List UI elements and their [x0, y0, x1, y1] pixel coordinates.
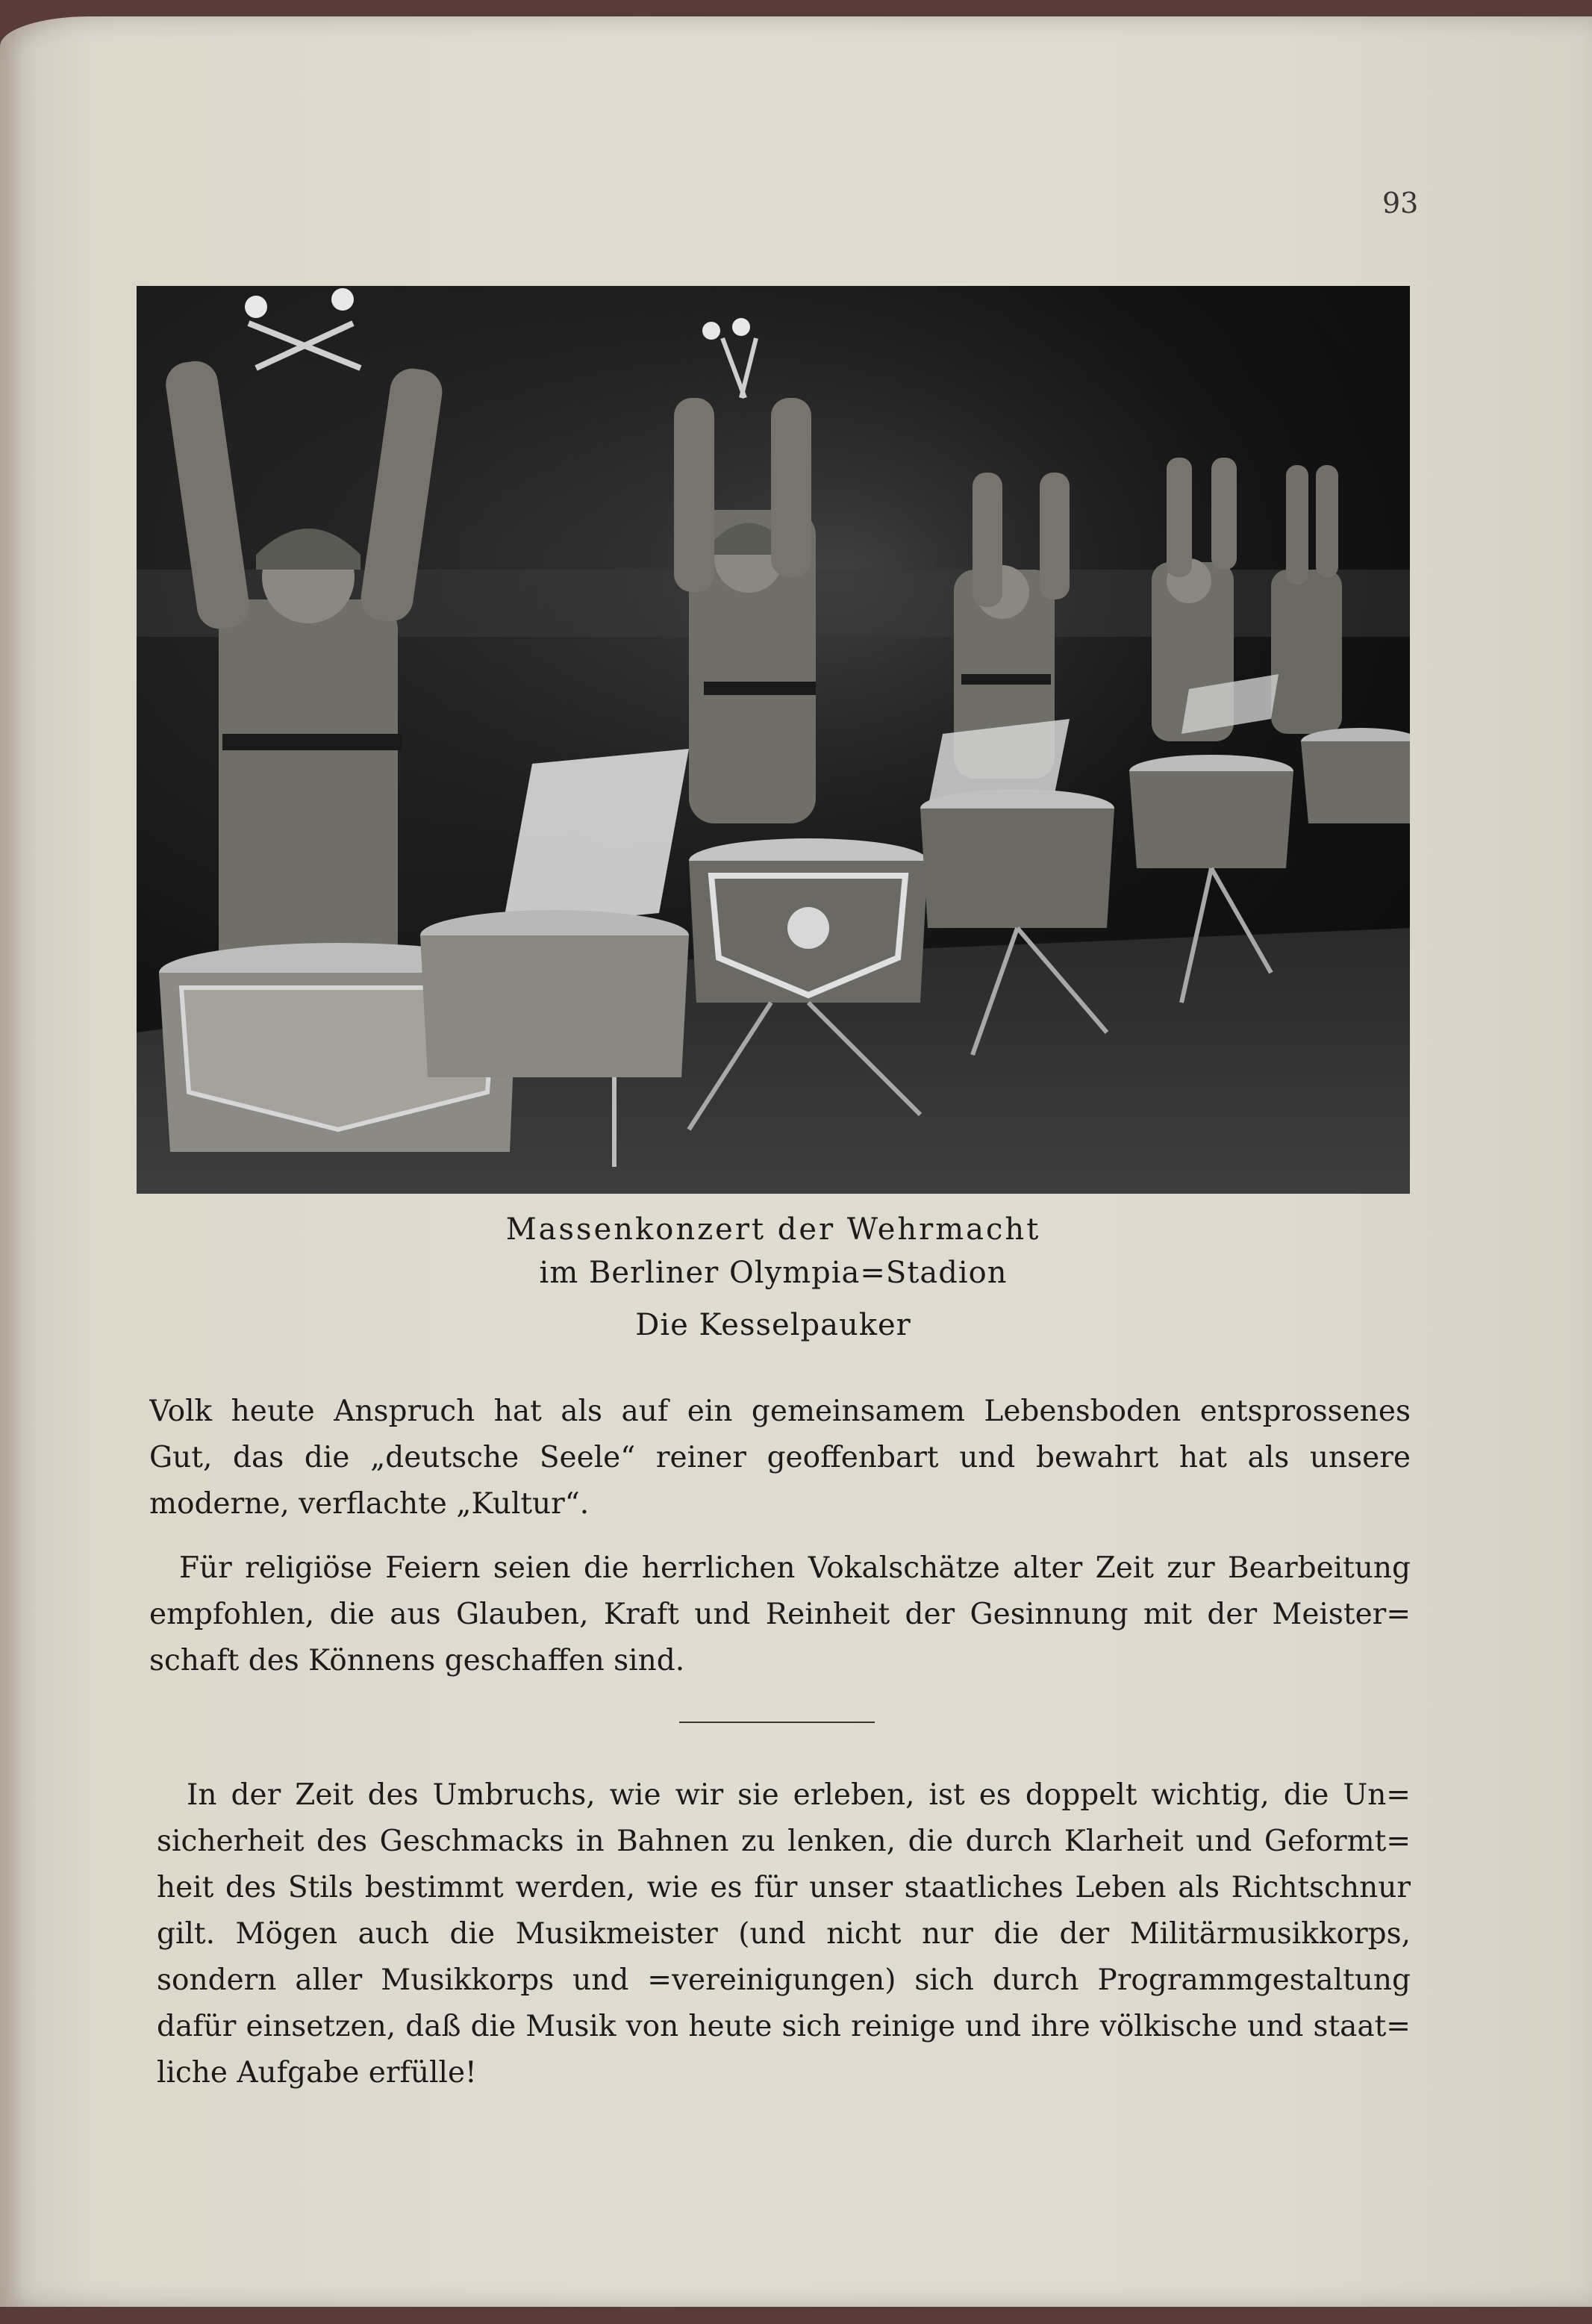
photo-timpani-players: [137, 286, 1410, 1194]
caption-subtitle: im Berliner Olympia=Stadion: [539, 1256, 1008, 1290]
paragraph-1: [149, 1389, 1411, 1527]
paragraph-3-line-5: sondern aller Musikkorps und =vereinigungen) sich durch Programmgestaltung: [157, 1963, 1411, 1997]
section-divider: [679, 1722, 875, 1723]
paragraph-3-line-1: In der Zeit des Umbruchs, wie wir sie erleben, ist es doppelt wichtig, die Un=: [187, 1778, 1411, 1812]
paragraph-1-line-2: Gut, das die „deutsche Seele“ reiner geoffenbart und bewahrt hat als unsere: [149, 1441, 1411, 1474]
caption-title: Massenkonzert der Wehrmacht: [505, 1212, 1041, 1247]
book-page: [0, 16, 1592, 2307]
paragraph-3-line-4: gilt. Mögen auch die Musikmeister (und nicht nur die der Militärmusikkorps,: [157, 1917, 1411, 1951]
paragraph-3: [157, 1772, 1411, 2096]
paragraph-2: [149, 1545, 1411, 1684]
page-number: 93: [1382, 187, 1419, 219]
paragraph-2-line-3: schaft des Könnens geschaffen sind.: [149, 1644, 685, 1677]
caption-detail: Die Kesselpauker: [635, 1308, 911, 1342]
drum-2: [420, 910, 689, 1077]
paragraph-3-line-2: sicherheit des Geschmacks in Bahnen zu lenken, die durch Klarheit und Geformt=: [157, 1825, 1411, 1858]
photo-timpani-players-icon: [137, 286, 1410, 1194]
paragraph-1-line-1: Volk heute Anspruch hat als auf ein gemeinsamem Lebensboden entsprossenes: [149, 1395, 1411, 1428]
paragraph-2-line-2: empfohlen, die aus Glauben, Kraft und Reinheit der Gesinnung mit der Meister=: [149, 1598, 1411, 1631]
paragraph-3-line-7: liche Aufgabe erfülle!: [157, 2056, 477, 2090]
paragraph-1-line-3: moderne, verflachte „Kultur“.: [149, 1487, 590, 1521]
drum-6: [1301, 728, 1410, 823]
paragraph-3-line-6: dafür einsetzen, daß die Musik von heute sich reinige und ihre völkische und staat=: [157, 2010, 1411, 2043]
paragraph-2-line-1: Für religiöse Feiern seien die herrlichen Vokalschätze alter Zeit zur Bearbeitung: [179, 1551, 1411, 1585]
drum-5: [1129, 755, 1293, 868]
drum-4: [920, 789, 1114, 928]
drum-3: [689, 838, 928, 1003]
paragraph-3-line-3: heit des Stils bestimmt werden, wie es für unser staatliches Leben als Richtschnur: [157, 1871, 1411, 1904]
